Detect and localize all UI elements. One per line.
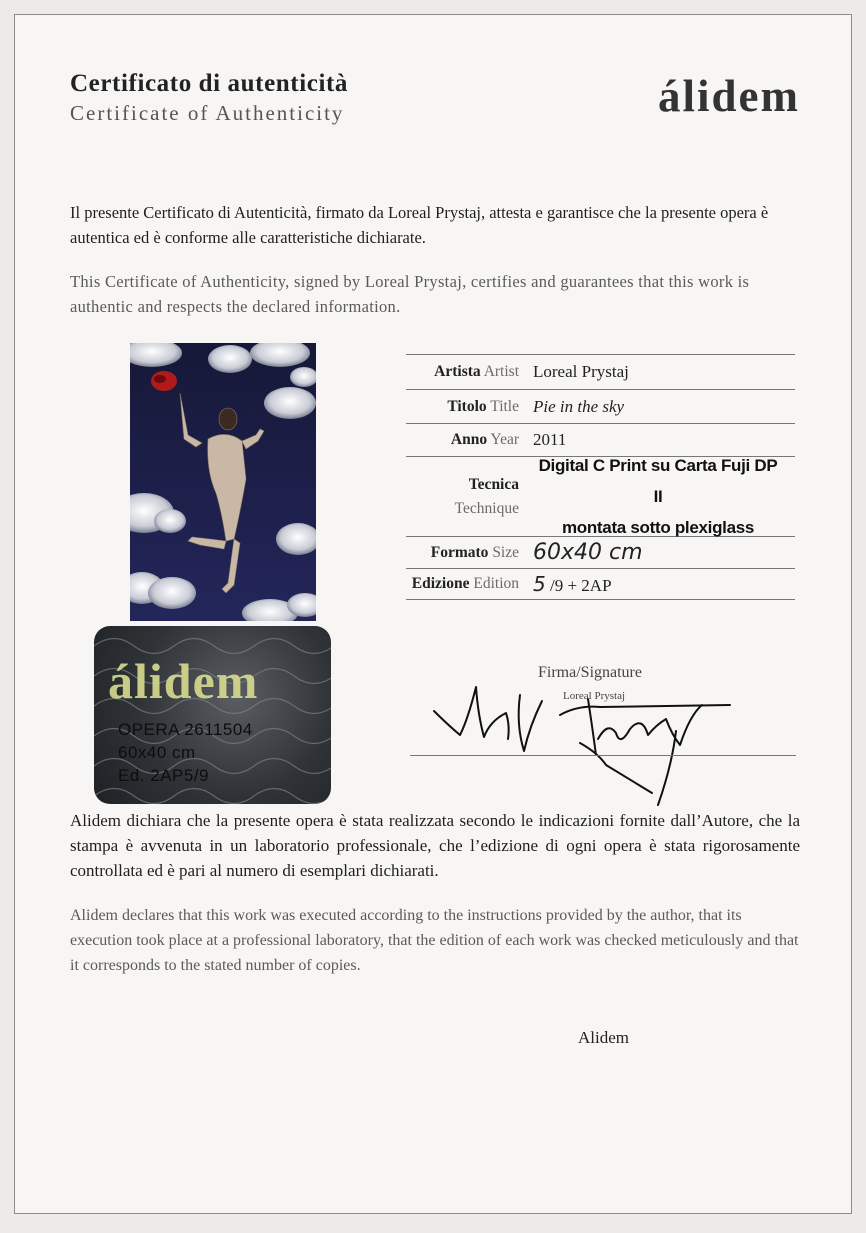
brand-logo: álidem [658, 71, 800, 121]
technique-line-1: Digital C Print su Carta Fuji DP II [538, 456, 778, 506]
hologram-edition: Ed. 2AP5/9 [118, 766, 210, 785]
spec-row-artist [406, 354, 795, 389]
title-english: Certificate of Authenticity [70, 101, 345, 125]
spec-row-title [406, 389, 795, 423]
declaration-italian: Alidem dichiara che la presente opera è stata realizzata secondo le indicazioni fornite dall’Autore, che la stampa è avvenuta in un laboratorio professionale, che l’edizione di ogni opera è stata rigorosamente controllata ed è pari al numero di esemplari dichiarati. [70, 811, 800, 880]
spec-row-edition [406, 568, 795, 600]
intro-italian: Il presente Certificato di Autenticità, firmato da Loreal Prystaj, attesta e garantisce che la presente opera è autentica ed è conforme alle caratteristiche dichiarate. [70, 203, 769, 247]
title-italian: Certificato di autenticità [70, 70, 349, 97]
hologram-opera-code: OPERA 2611504 [118, 720, 253, 739]
title-value: Pie in the sky [533, 396, 625, 416]
edition-number: 5 [533, 572, 546, 596]
handwritten-signature [420, 655, 740, 820]
technique-value [533, 450, 783, 543]
spec-label: Titolo Title [447, 397, 519, 415]
intro-english: This Certificate of Authenticity, signed by Loreal Prystaj, certifies and guarantees that this work is authentic and respects the declared information. [70, 272, 750, 316]
spec-label: Edizione Edition [411, 575, 519, 592]
spec-label: Tecnica Technique [454, 475, 519, 517]
size-value: 60x40 cm [533, 540, 643, 565]
hologram-size: 60x40 cm [118, 743, 196, 762]
spec-label: Formato Size [430, 543, 519, 561]
artist-value: Loreal Prystaj [533, 362, 629, 381]
hologram-brand: álidem [108, 653, 259, 709]
technique-line-2: montata sotto plexiglass [561, 518, 755, 537]
artwork-image [130, 343, 316, 621]
signature-printed-name: Loreal Prystaj [563, 690, 626, 702]
signature-line [410, 755, 796, 756]
edition-total: /9 + 2AP [549, 576, 612, 595]
signature-strokes [420, 655, 740, 815]
spec-label: Artista Artist [434, 363, 519, 380]
spec-table [406, 354, 795, 600]
hologram-sticker [94, 626, 331, 804]
declaration-english: Alidem declares that this work was executed according to the instructions provided by the author, that its execution took place at a professional laboratory, that the edition of each work was checked meticulously and that it corresponds to the stated number of copies. [70, 907, 799, 974]
artwork-illustration [130, 343, 316, 621]
closing-signatory: Alidem [578, 1028, 629, 1047]
spec-label: Anno Year [450, 431, 519, 448]
year-value: 2011 [533, 430, 567, 449]
signature-label: Firma/Signature [538, 664, 642, 681]
edition-value [533, 572, 612, 596]
spec-row-technique [406, 456, 795, 536]
